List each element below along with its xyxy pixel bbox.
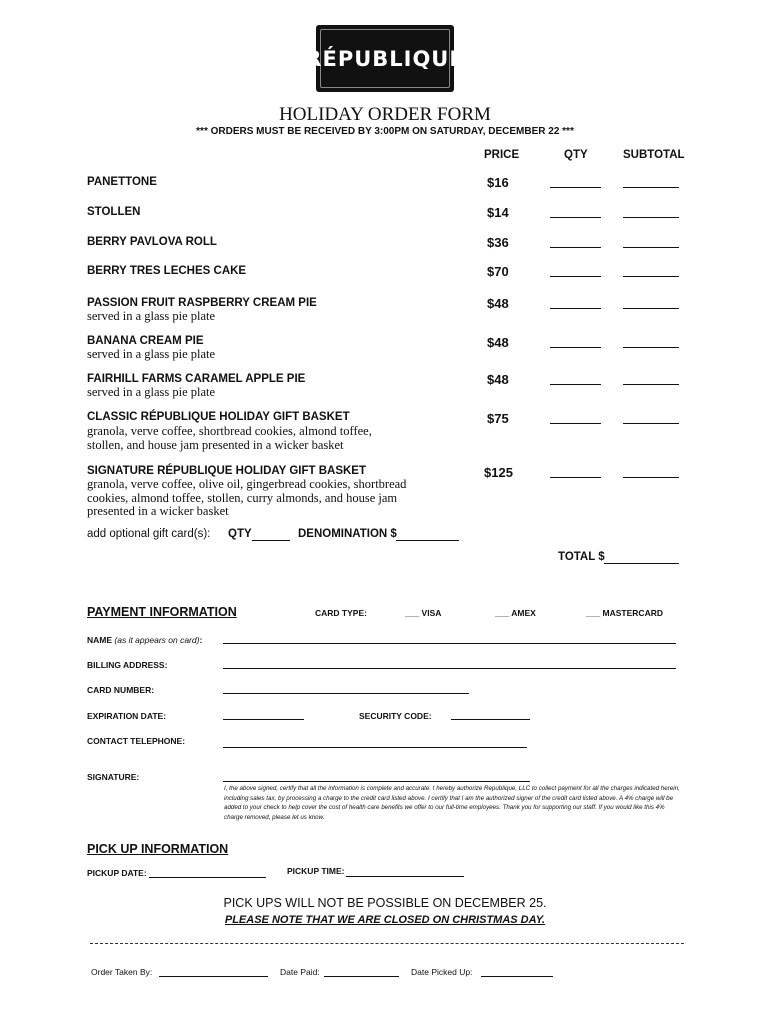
- contact-telephone-field[interactable]: [223, 747, 527, 748]
- gift-denomination-label: DENOMINATION $: [298, 528, 397, 540]
- visa-option[interactable]: ___ VISA: [405, 608, 442, 618]
- contact-telephone-label: CONTACT TELEPHONE:: [87, 736, 186, 746]
- item-price: $16: [487, 175, 509, 190]
- amex-option[interactable]: ___ AMEX: [495, 608, 536, 618]
- qty-blank[interactable]: [550, 187, 601, 188]
- item-name: PASSION FRUIT RASPBERRY CREAM PIE: [87, 297, 317, 309]
- security-code-field[interactable]: [451, 719, 530, 720]
- subtotal-blank[interactable]: [623, 423, 679, 424]
- subtotal-blank[interactable]: [623, 308, 679, 309]
- mastercard-option[interactable]: ___ MASTERCARD: [586, 608, 663, 618]
- card-number-label: CARD NUMBER:: [87, 685, 155, 695]
- gift-qty-blank[interactable]: [252, 540, 290, 541]
- subtotal-blank[interactable]: [623, 347, 679, 348]
- item-name: FAIRHILL FARMS CARAMEL APPLE PIE: [87, 373, 306, 385]
- subtotal-blank[interactable]: [623, 187, 679, 188]
- closed-christmas-notice: PLEASE NOTE THAT WE ARE CLOSED ON CHRISTMAS DAY.: [224, 914, 546, 926]
- item-description: served in a glass pie plate: [87, 309, 216, 323]
- subtotal-blank[interactable]: [623, 384, 679, 385]
- qty-blank[interactable]: [550, 347, 601, 348]
- qty-blank[interactable]: [550, 423, 601, 424]
- christmas-pickup-notice: PICK UPS WILL NOT BE POSSIBLE ON DECEMBER 25.: [223, 896, 547, 910]
- order-deadline: *** ORDERS MUST BE RECEIVED BY 3:00PM ON SATURDAY, DECEMBER 22 ***: [196, 126, 574, 137]
- republique-logo: [305, 25, 465, 92]
- price-column-header: PRICE: [484, 149, 520, 161]
- total-blank[interactable]: [604, 563, 679, 564]
- billing-address-label: BILLING ADDRESS:: [87, 660, 168, 670]
- subtotal-column-header: SUBTOTAL: [623, 149, 685, 161]
- date-paid-field[interactable]: [324, 976, 399, 977]
- gift-card-label: add optional gift card(s):: [87, 528, 211, 540]
- pickup-date-label: PICKUP DATE:: [87, 868, 147, 878]
- item-price: $48: [487, 372, 509, 387]
- item-name: CLASSIC RÉPUBLIQUE HOLIDAY GIFT BASKET: [87, 411, 350, 423]
- qty-blank[interactable]: [550, 477, 601, 478]
- subtotal-blank[interactable]: [623, 217, 679, 218]
- signature-field[interactable]: [223, 781, 530, 782]
- date-picked-up-field[interactable]: [481, 976, 553, 977]
- expiration-date-field[interactable]: [223, 719, 304, 720]
- order-taken-by-field[interactable]: [159, 976, 268, 977]
- signature-label: SIGNATURE:: [87, 772, 140, 782]
- cut-line-divider: [90, 943, 684, 944]
- pickup-information-heading: PICK UP INFORMATION: [87, 842, 229, 856]
- item-price: $36: [487, 235, 509, 250]
- pickup-time-field[interactable]: [346, 876, 464, 877]
- date-picked-up-label: Date Picked Up:: [411, 967, 473, 977]
- qty-blank[interactable]: [550, 247, 601, 248]
- qty-blank[interactable]: [550, 276, 601, 277]
- name-note: (as it appears on card): [114, 635, 200, 645]
- item-description: served in a glass pie plate: [87, 385, 216, 399]
- item-name: BERRY TRES LECHES CAKE: [87, 265, 247, 277]
- item-description: granola, verve coffee, shortbread cookies, almond toffee, stollen, and house jam presented in a wicker basket: [87, 424, 372, 452]
- pickup-date-field[interactable]: [149, 877, 266, 878]
- item-price: $14: [487, 205, 509, 220]
- item-name: BANANA CREAM PIE: [87, 335, 204, 347]
- item-name: PANETTONE: [87, 176, 157, 188]
- subtotal-blank[interactable]: [623, 247, 679, 248]
- item-price: $125: [484, 465, 513, 480]
- card-type-label: CARD TYPE:: [315, 608, 367, 618]
- name-label: NAME (as it appears on card):: [87, 635, 203, 645]
- total-label: TOTAL $: [558, 551, 605, 563]
- qty-blank[interactable]: [550, 217, 601, 218]
- name-field[interactable]: [223, 643, 676, 644]
- card-number-field[interactable]: [223, 693, 469, 694]
- item-price: $48: [487, 335, 509, 350]
- subtotal-blank[interactable]: [623, 276, 679, 277]
- gift-qty-label: QTY: [228, 528, 252, 540]
- security-code-label: SECURITY CODE:: [359, 711, 432, 721]
- item-name: BERRY PAVLOVA ROLL: [87, 236, 217, 248]
- expiration-date-label: EXPIRATION DATE:: [87, 711, 167, 721]
- subtotal-blank[interactable]: [623, 477, 679, 478]
- item-name: SIGNATURE RÉPUBLIQUE HOLIDAY GIFT BASKET: [87, 465, 367, 477]
- logo-text: RÉPUBLIQUE: [320, 29, 450, 88]
- item-price: $70: [487, 264, 509, 279]
- qty-blank[interactable]: [550, 384, 601, 385]
- gift-denomination-blank[interactable]: [396, 540, 459, 541]
- item-price: $48: [487, 296, 509, 311]
- item-description: granola, verve coffee, olive oil, gingerbread cookies, shortbread cookies, almond toffee, stollen, curry almonds, and house jam presented in a wicker basket: [87, 477, 407, 518]
- form-title: HOLIDAY ORDER FORM: [279, 104, 491, 125]
- qty-blank[interactable]: [550, 308, 601, 309]
- item-description: served in a glass pie plate: [87, 347, 216, 361]
- payment-information-heading: PAYMENT INFORMATION: [87, 605, 237, 619]
- item-price: $75: [487, 411, 509, 426]
- qty-column-header: QTY: [564, 149, 588, 161]
- date-paid-label: Date Paid:: [280, 967, 320, 977]
- billing-address-field[interactable]: [223, 668, 676, 669]
- item-name: STOLLEN: [87, 206, 141, 218]
- authorization-fine-print: I, the above signed, certify that all the information is complete and accurate. I hereby authorize Republique, LLC to collect payment for all the charges indicated herein, including sales tax, by processing a charge to the credit card listed above. I certify that I am the authorized signer of the credit card listed above. A 4% charge will be added to your check to help cover the cost of health care benefits we offer to our full-time employees. Thank you for supporting our staff. If you would like this 4% charge removed, please let us know.: [224, 785, 680, 821]
- order-taken-by-label: Order Taken By:: [91, 967, 153, 977]
- pickup-time-label: PICKUP TIME:: [287, 866, 345, 876]
